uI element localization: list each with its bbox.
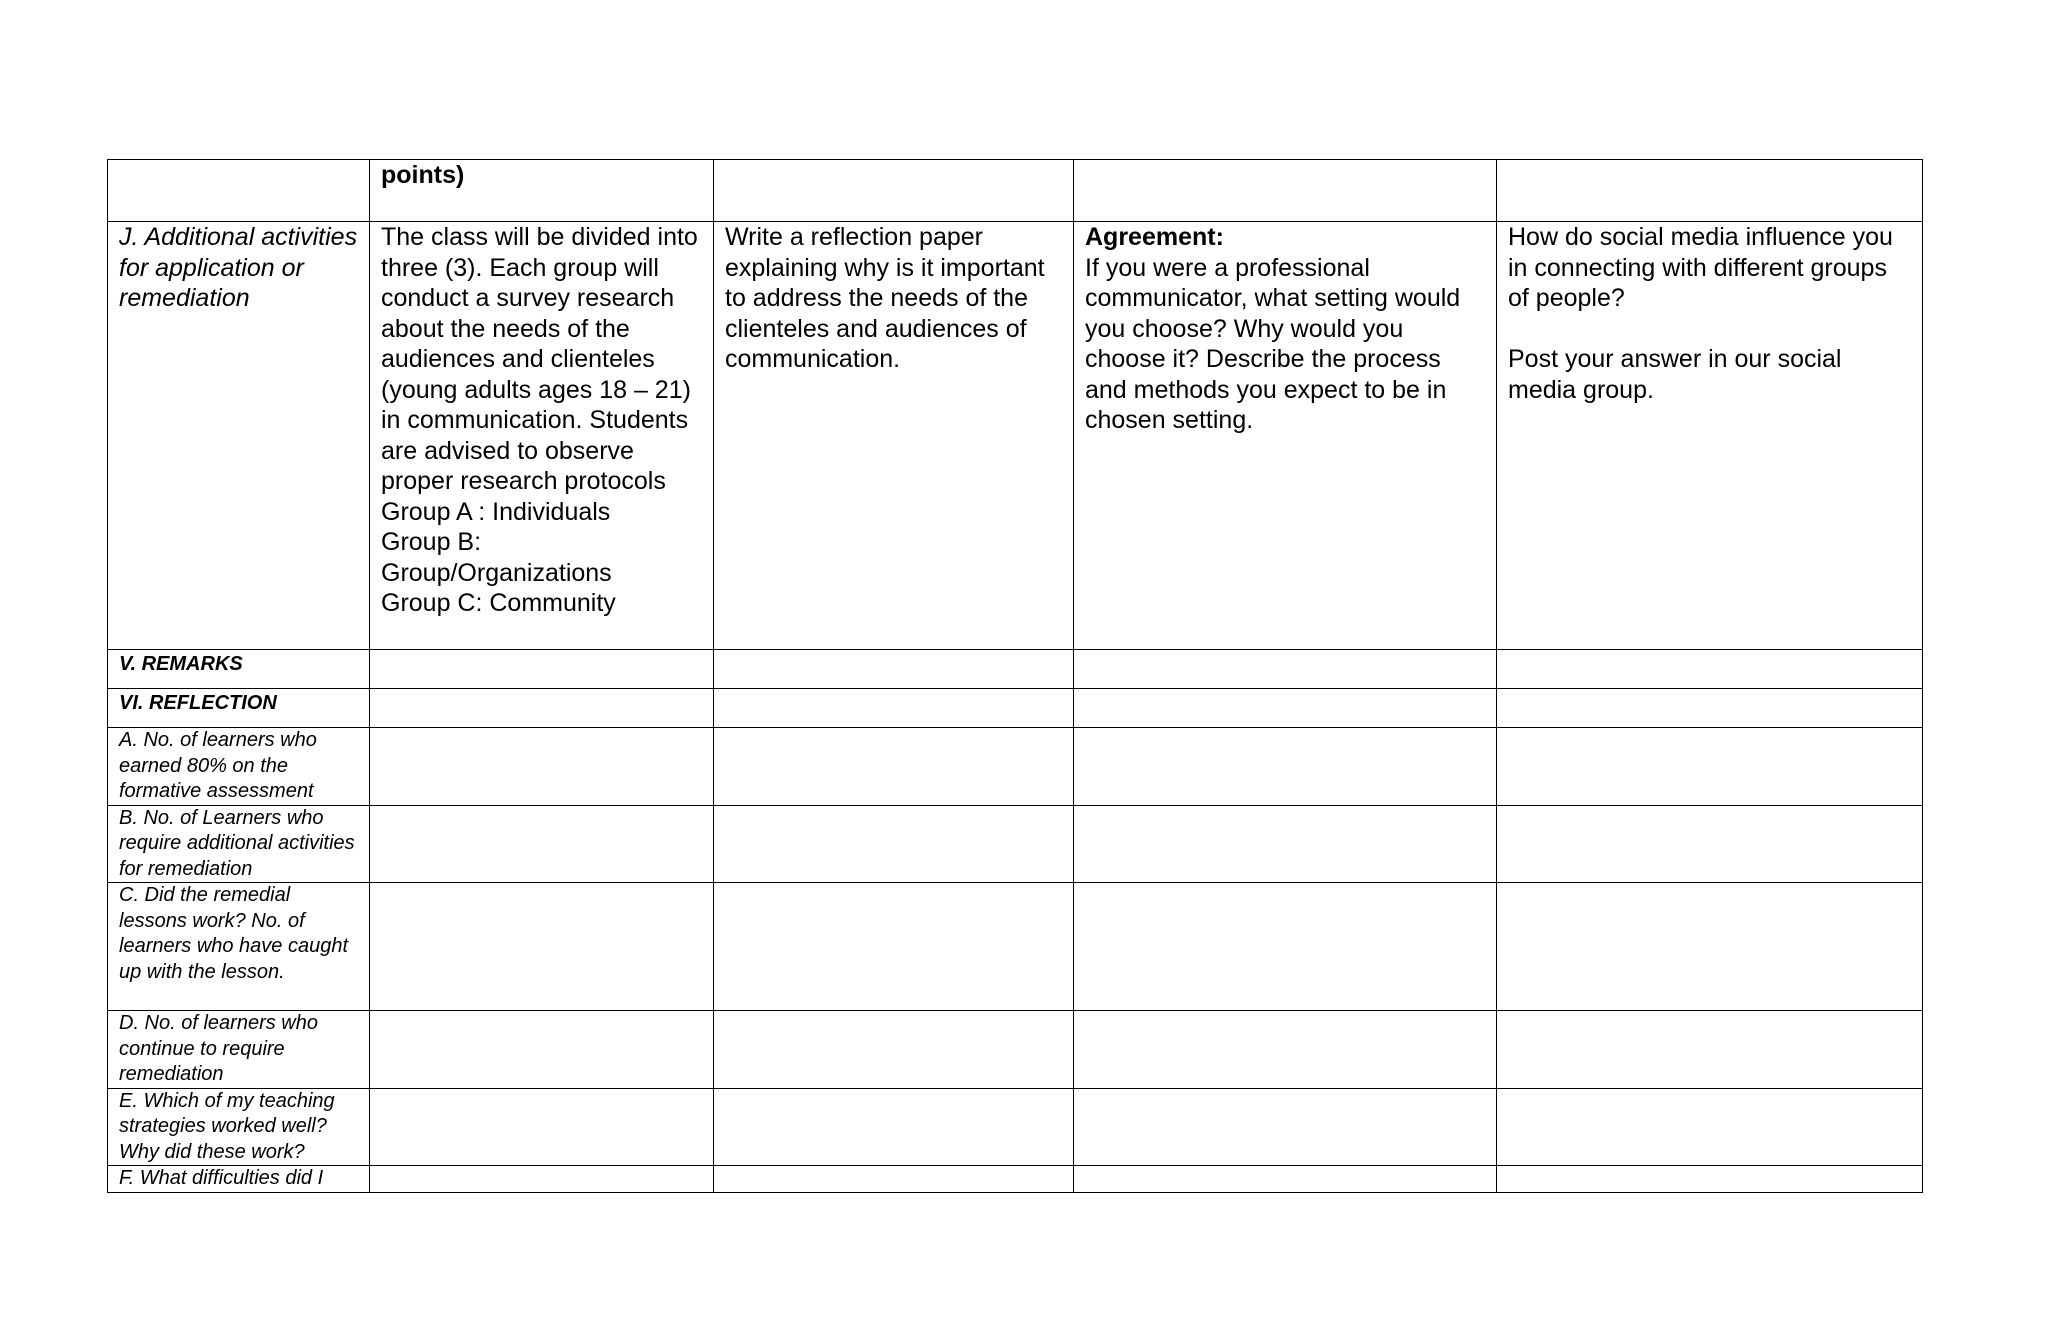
points-text: points): [381, 161, 465, 189]
table-row-points: [108, 160, 1923, 222]
empty-cell: [714, 728, 1074, 806]
group-b-text: Group B: Group/Organizations: [381, 528, 612, 587]
empty-cell: [714, 1166, 1074, 1193]
row-label-cell: [108, 222, 370, 650]
empty-cell: [714, 1011, 1074, 1089]
empty-cell: [714, 650, 1074, 689]
table-row-reflection-d: [108, 1011, 1923, 1089]
table-row-reflection-c: [108, 883, 1923, 1011]
empty-cell: [370, 689, 714, 728]
group-c-text: Group C: Community: [381, 589, 616, 617]
social-media-question: How do social media influence you in connecting with different groups of people?: [1508, 223, 1893, 312]
agreement-text: If you were a professional communicator, what setting would you choose? Why would you choose it? Describe the process and methods you expect to be in chosen setting.: [1085, 253, 1461, 434]
row-label-cell: [108, 1011, 370, 1089]
reflection-item-c: C. Did the remedial lessons work? No. of learners who have caught up with the lesson.: [119, 884, 349, 983]
empty-cell: [370, 883, 714, 1011]
empty-cell: [1497, 883, 1923, 1011]
table-row-reflection: [108, 689, 1923, 728]
group-a-text: Group A : Individuals: [381, 497, 611, 526]
reflection-item-a: A. No. of learners who earned 80% on the formative assessment: [119, 729, 317, 802]
empty-cell: [1074, 689, 1497, 728]
empty-cell: [1074, 650, 1497, 689]
empty-cell: [1074, 160, 1497, 222]
empty-cell: [714, 805, 1074, 883]
empty-cell: [1497, 650, 1923, 689]
empty-cell: [1497, 1011, 1923, 1089]
survey-instructions: The class will be divided into three (3). Each group will conduct a survey research about the needs of the audiences and clienteles (young adults ages 18 – 21) in communication. Students are advised to observe proper research protocols: [381, 223, 698, 495]
row-label-cell: [108, 160, 370, 222]
empty-cell: [1074, 1166, 1497, 1193]
empty-cell: [1074, 1011, 1497, 1089]
reflection-paper-text: Write a reflection paper explaining why is it important to address the needs of the clienteles and audiences of communication.: [725, 223, 1045, 373]
table-row-remarks: [108, 650, 1923, 689]
additional-activities-label: J. Additional activities for application or remediation: [119, 223, 358, 312]
reflection-item-d: D. No. of learners who continue to require remediation: [119, 1012, 318, 1085]
empty-cell: [1074, 1088, 1497, 1166]
table-row-reflection-e: [108, 1088, 1923, 1166]
table-row-reflection-b: [108, 805, 1923, 883]
empty-cell: [714, 883, 1074, 1011]
table-row-reflection-f: [108, 1166, 1923, 1193]
agreement-heading: Agreement:: [1085, 223, 1224, 251]
empty-cell: [1074, 805, 1497, 883]
empty-cell: [370, 805, 714, 883]
lesson-plan-table: [107, 159, 1923, 1193]
row-label-cell: [108, 689, 370, 728]
empty-cell: [1497, 728, 1923, 806]
social-media-instruction: Post your answer in our social media group.: [1508, 345, 1842, 404]
empty-cell: [370, 1166, 714, 1193]
empty-cell: [714, 1088, 1074, 1166]
empty-cell: [1497, 160, 1923, 222]
row-label-cell: [108, 728, 370, 806]
empty-cell: [370, 650, 714, 689]
table-row-reflection-a: [108, 728, 1923, 806]
empty-cell: [1497, 1166, 1923, 1193]
empty-cell: [714, 689, 1074, 728]
empty-cell: [1497, 689, 1923, 728]
empty-cell: [370, 1088, 714, 1166]
empty-cell: [1074, 883, 1497, 1011]
points-cell: [370, 160, 714, 222]
row-label-cell: [108, 805, 370, 883]
empty-cell: [1497, 805, 1923, 883]
reflection-item-f: F. What difficulties did I: [119, 1167, 324, 1189]
social-media-cell: [1497, 222, 1923, 650]
reflection-item-b: B. No. of Learners who require additional activities for remediation: [119, 806, 355, 880]
remarks-label: V. REMARKS: [119, 653, 243, 675]
row-label-cell: [108, 1166, 370, 1193]
agreement-cell: [1074, 222, 1497, 650]
empty-cell: [1497, 1088, 1923, 1166]
row-label-cell: [108, 650, 370, 689]
row-label-cell: [108, 883, 370, 1011]
reflection-label: VI. REFLECTION: [119, 692, 277, 714]
empty-cell: [370, 728, 714, 806]
group-survey-cell: [370, 222, 714, 650]
empty-cell: [1074, 728, 1497, 806]
reflection-paper-cell: [714, 222, 1074, 650]
table-row-additional-activities: [108, 222, 1923, 650]
row-label-cell: [108, 1088, 370, 1166]
empty-cell: [370, 1011, 714, 1089]
reflection-item-e: E. Which of my teaching strategies worked well? Why did these work?: [119, 1089, 335, 1163]
empty-cell: [714, 160, 1074, 222]
